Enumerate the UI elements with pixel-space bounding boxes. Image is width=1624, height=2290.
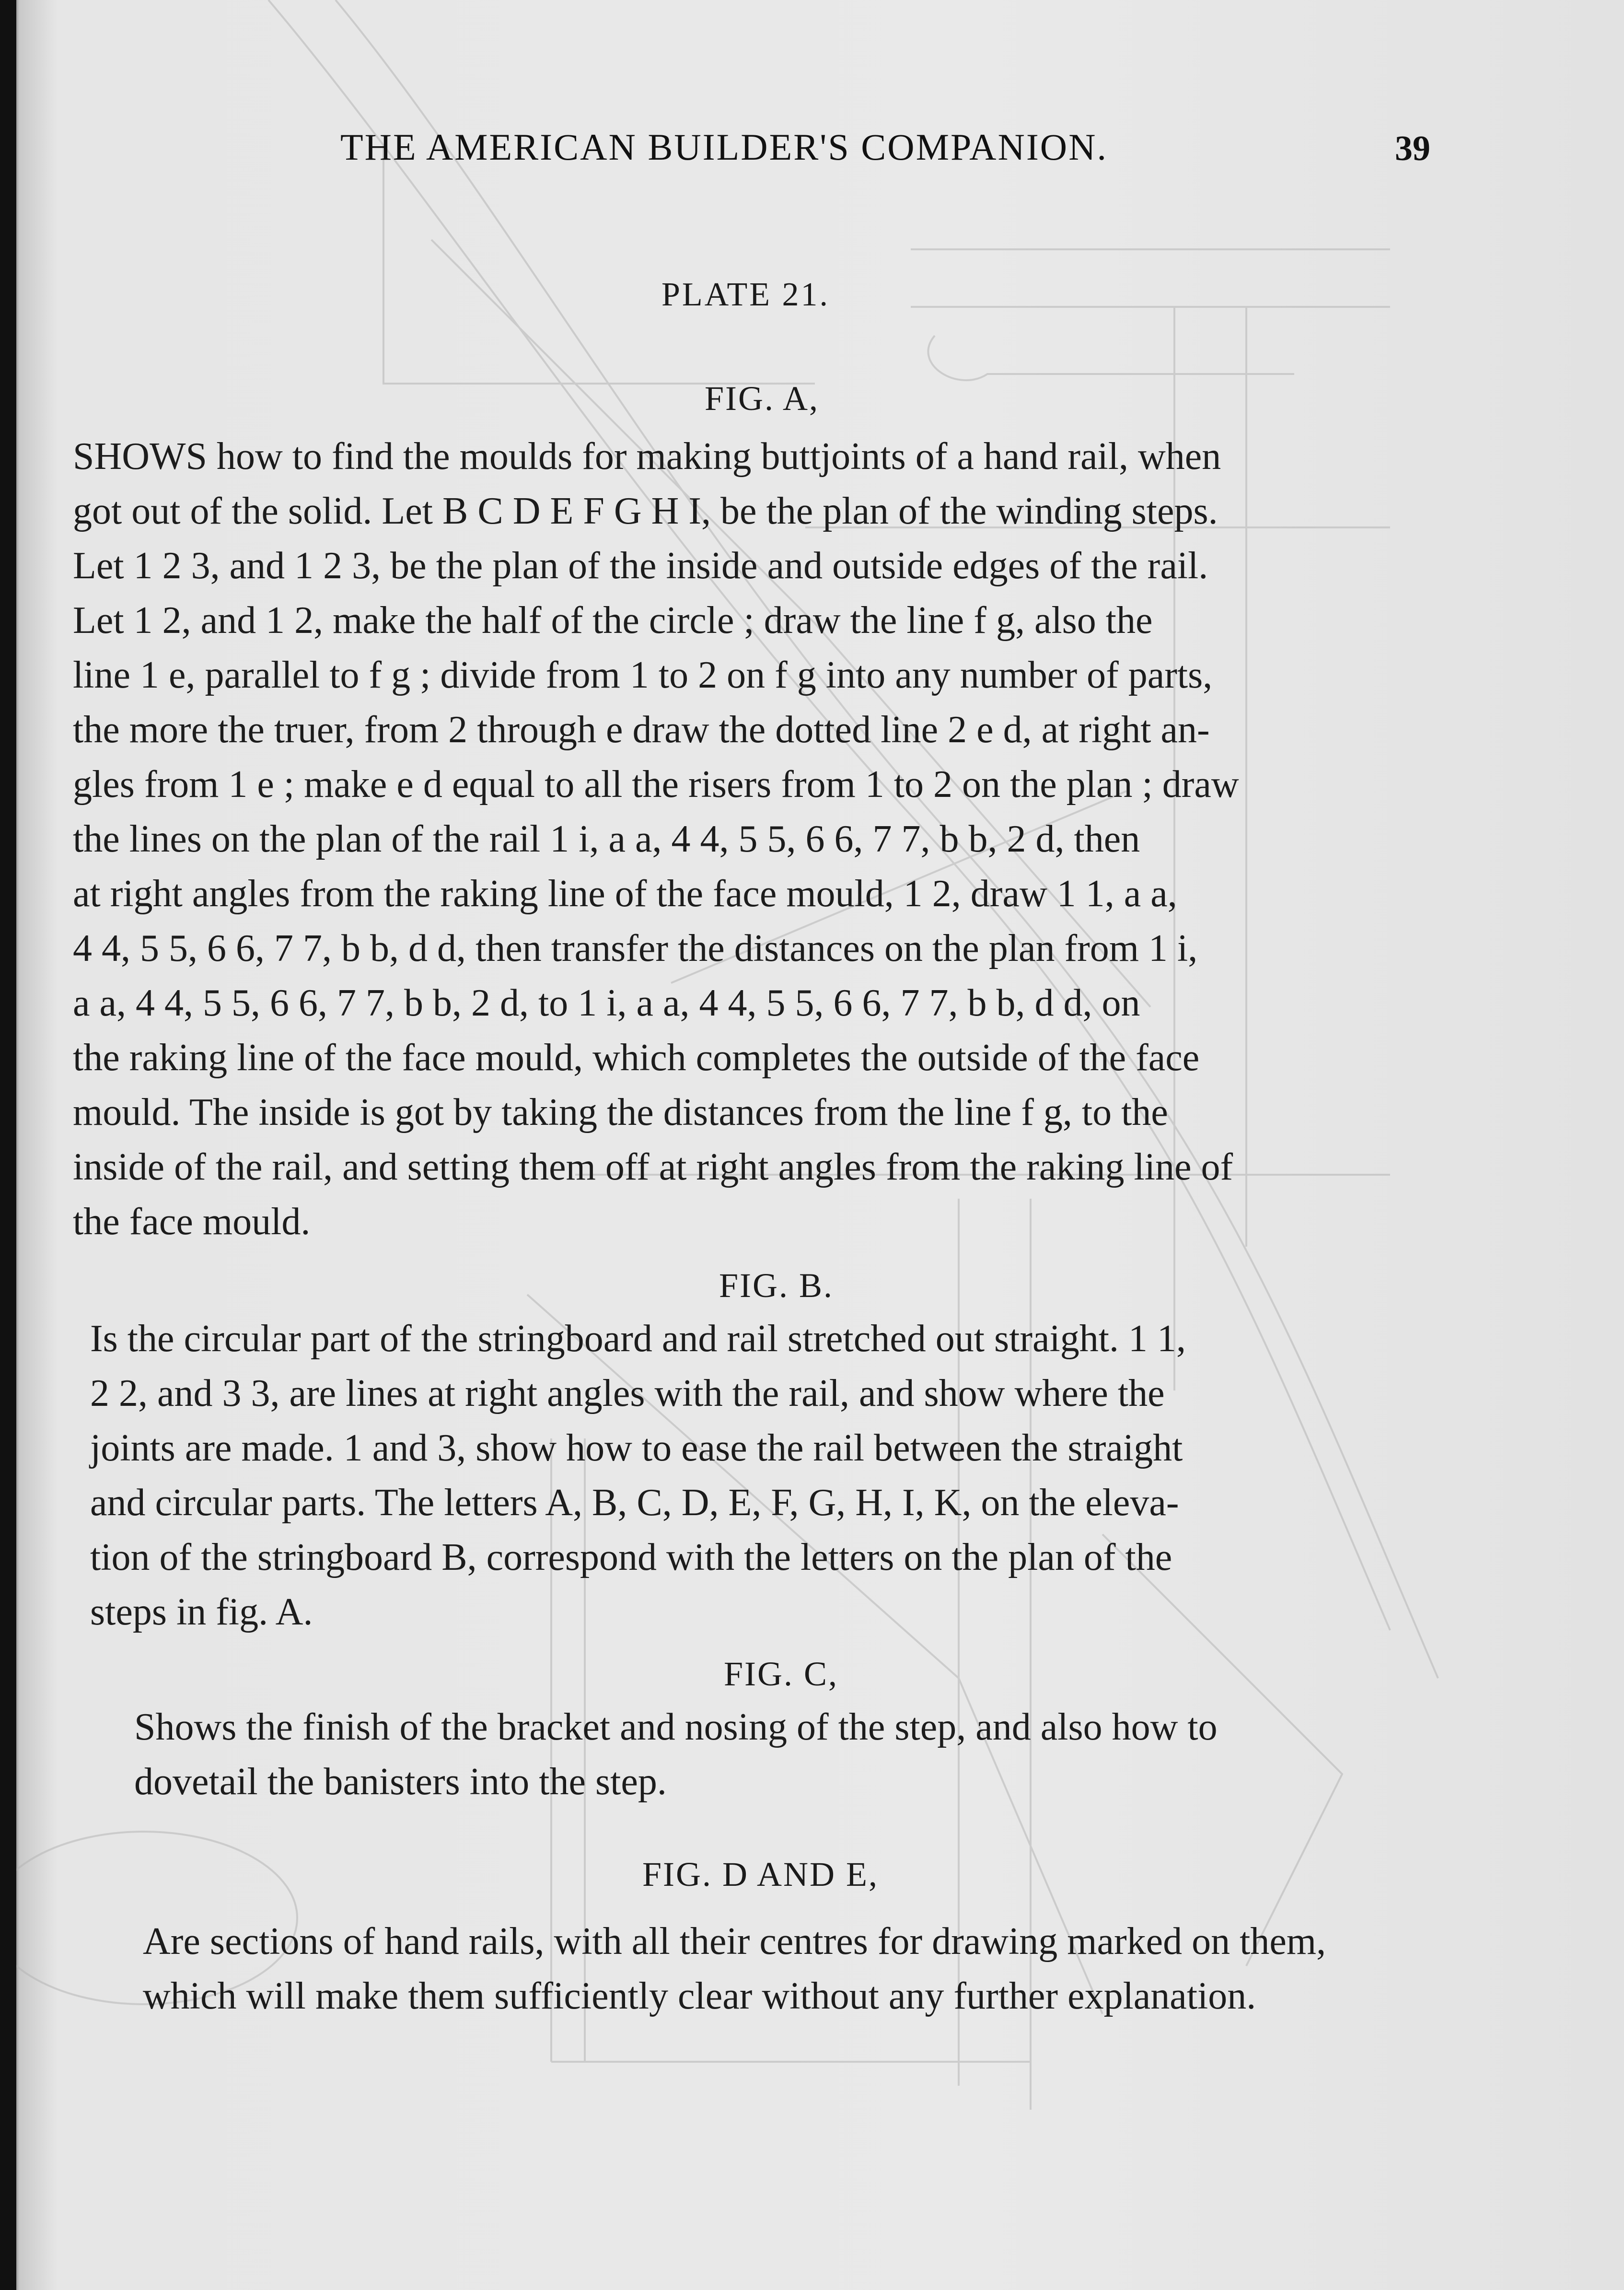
paragraph-line: gles from 1 e ; make e d equal to all the risers from 1 to 2 on the plan ; draw <box>73 763 1239 806</box>
paragraph-line: 4 4, 5 5, 6 6, 7 7, b b, d d, then transfer the distances on the plan from 1 i, <box>73 927 1198 970</box>
paragraph-line: Are sections of hand rails, with all their centres for drawing marked on them, <box>143 1920 1326 1963</box>
fig-d-e-paragraph <box>143 1914 1485 2023</box>
running-title: THE AMERICAN BUILDER'S COMPANION. <box>340 126 1108 168</box>
binding-shadow <box>0 0 16 2290</box>
fig-a-paragraph <box>73 429 1449 1249</box>
running-head <box>72 126 1534 183</box>
paragraph-line: the lines on the plan of the rail 1 i, a a, 4 4, 5 5, 6 6, 7 7, b b, 2 d, then <box>73 818 1140 860</box>
paragraph-line: Is the circular part of the stringboard and rail stretched out straight. 1 1, <box>90 1318 1186 1360</box>
paragraph-line: a a, 4 4, 5 5, 6 6, 7 7, b b, 2 d, to 1 i, a a, 4 4, 5 5, 6 6, 7 7, b b, d d, on <box>73 982 1140 1024</box>
paragraph-line: joints are made. 1 and 3, show how to ease the rail between the straight <box>90 1427 1183 1469</box>
paragraph-line: the face mould. <box>73 1201 311 1243</box>
paragraph-line: dovetail the banisters into the step. <box>134 1761 667 1803</box>
paragraph-line: the raking line of the face mould, which completes the outside of the face <box>73 1037 1200 1079</box>
paragraph-line: tion of the stringboard B, correspond with the letters on the plan of the <box>90 1536 1172 1578</box>
paragraph-line: the more the truer, from 2 through e draw the dotted line 2 e d, at right an- <box>73 709 1210 751</box>
paragraph-line: Shows the finish of the bracket and nosing of the step, and also how to <box>134 1706 1218 1748</box>
paragraph-line: SHOWS how to find the moulds for making buttjoints of a hand rail, when <box>73 435 1221 478</box>
fig-c-heading: FIG. C, <box>724 1655 839 1693</box>
fig-b-heading: FIG. B. <box>719 1266 834 1305</box>
fig-c-paragraph <box>134 1700 1476 1809</box>
paragraph-line: line 1 e, parallel to f g ; divide from 1 to 2 on f g into any number of parts, <box>73 654 1213 696</box>
paragraph-line: 2 2, and 3 3, are lines at right angles with the rail, and show where the <box>90 1372 1165 1414</box>
fig-b-paragraph <box>90 1311 1471 1639</box>
page-number: 39 <box>1395 129 1430 168</box>
paragraph-line: at right angles from the raking line of the face mould, 1 2, draw 1 1, a a, <box>73 873 1177 915</box>
paragraph-line: Let 1 2, and 1 2, make the half of the circle ; draw the line f g, also the <box>73 599 1153 642</box>
fig-a-heading: FIG. A, <box>705 379 820 418</box>
plate-heading: PLATE 21. <box>661 276 830 313</box>
fig-d-e-heading: FIG. D AND E, <box>642 1855 879 1893</box>
paragraph-line: got out of the solid. Let B C D E F G H I, be the plan of the winding steps. <box>73 490 1218 532</box>
paragraph-line: Let 1 2 3, and 1 2 3, be the plan of the inside and outside edges of the rail. <box>73 545 1208 587</box>
paragraph-line: inside of the rail, and setting them off at right angles from the raking line of <box>73 1146 1233 1188</box>
paragraph-line: and circular parts. The letters A, B, C, D, E, F, G, H, I, K, on the eleva- <box>90 1482 1179 1524</box>
paragraph-line: mould. The inside is got by taking the distances from the line f g, to the <box>73 1091 1168 1133</box>
paragraph-line: which will make them sufficiently clear without any further explanation. <box>143 1975 1256 2017</box>
paragraph-line: steps in fig. A. <box>90 1591 313 1633</box>
